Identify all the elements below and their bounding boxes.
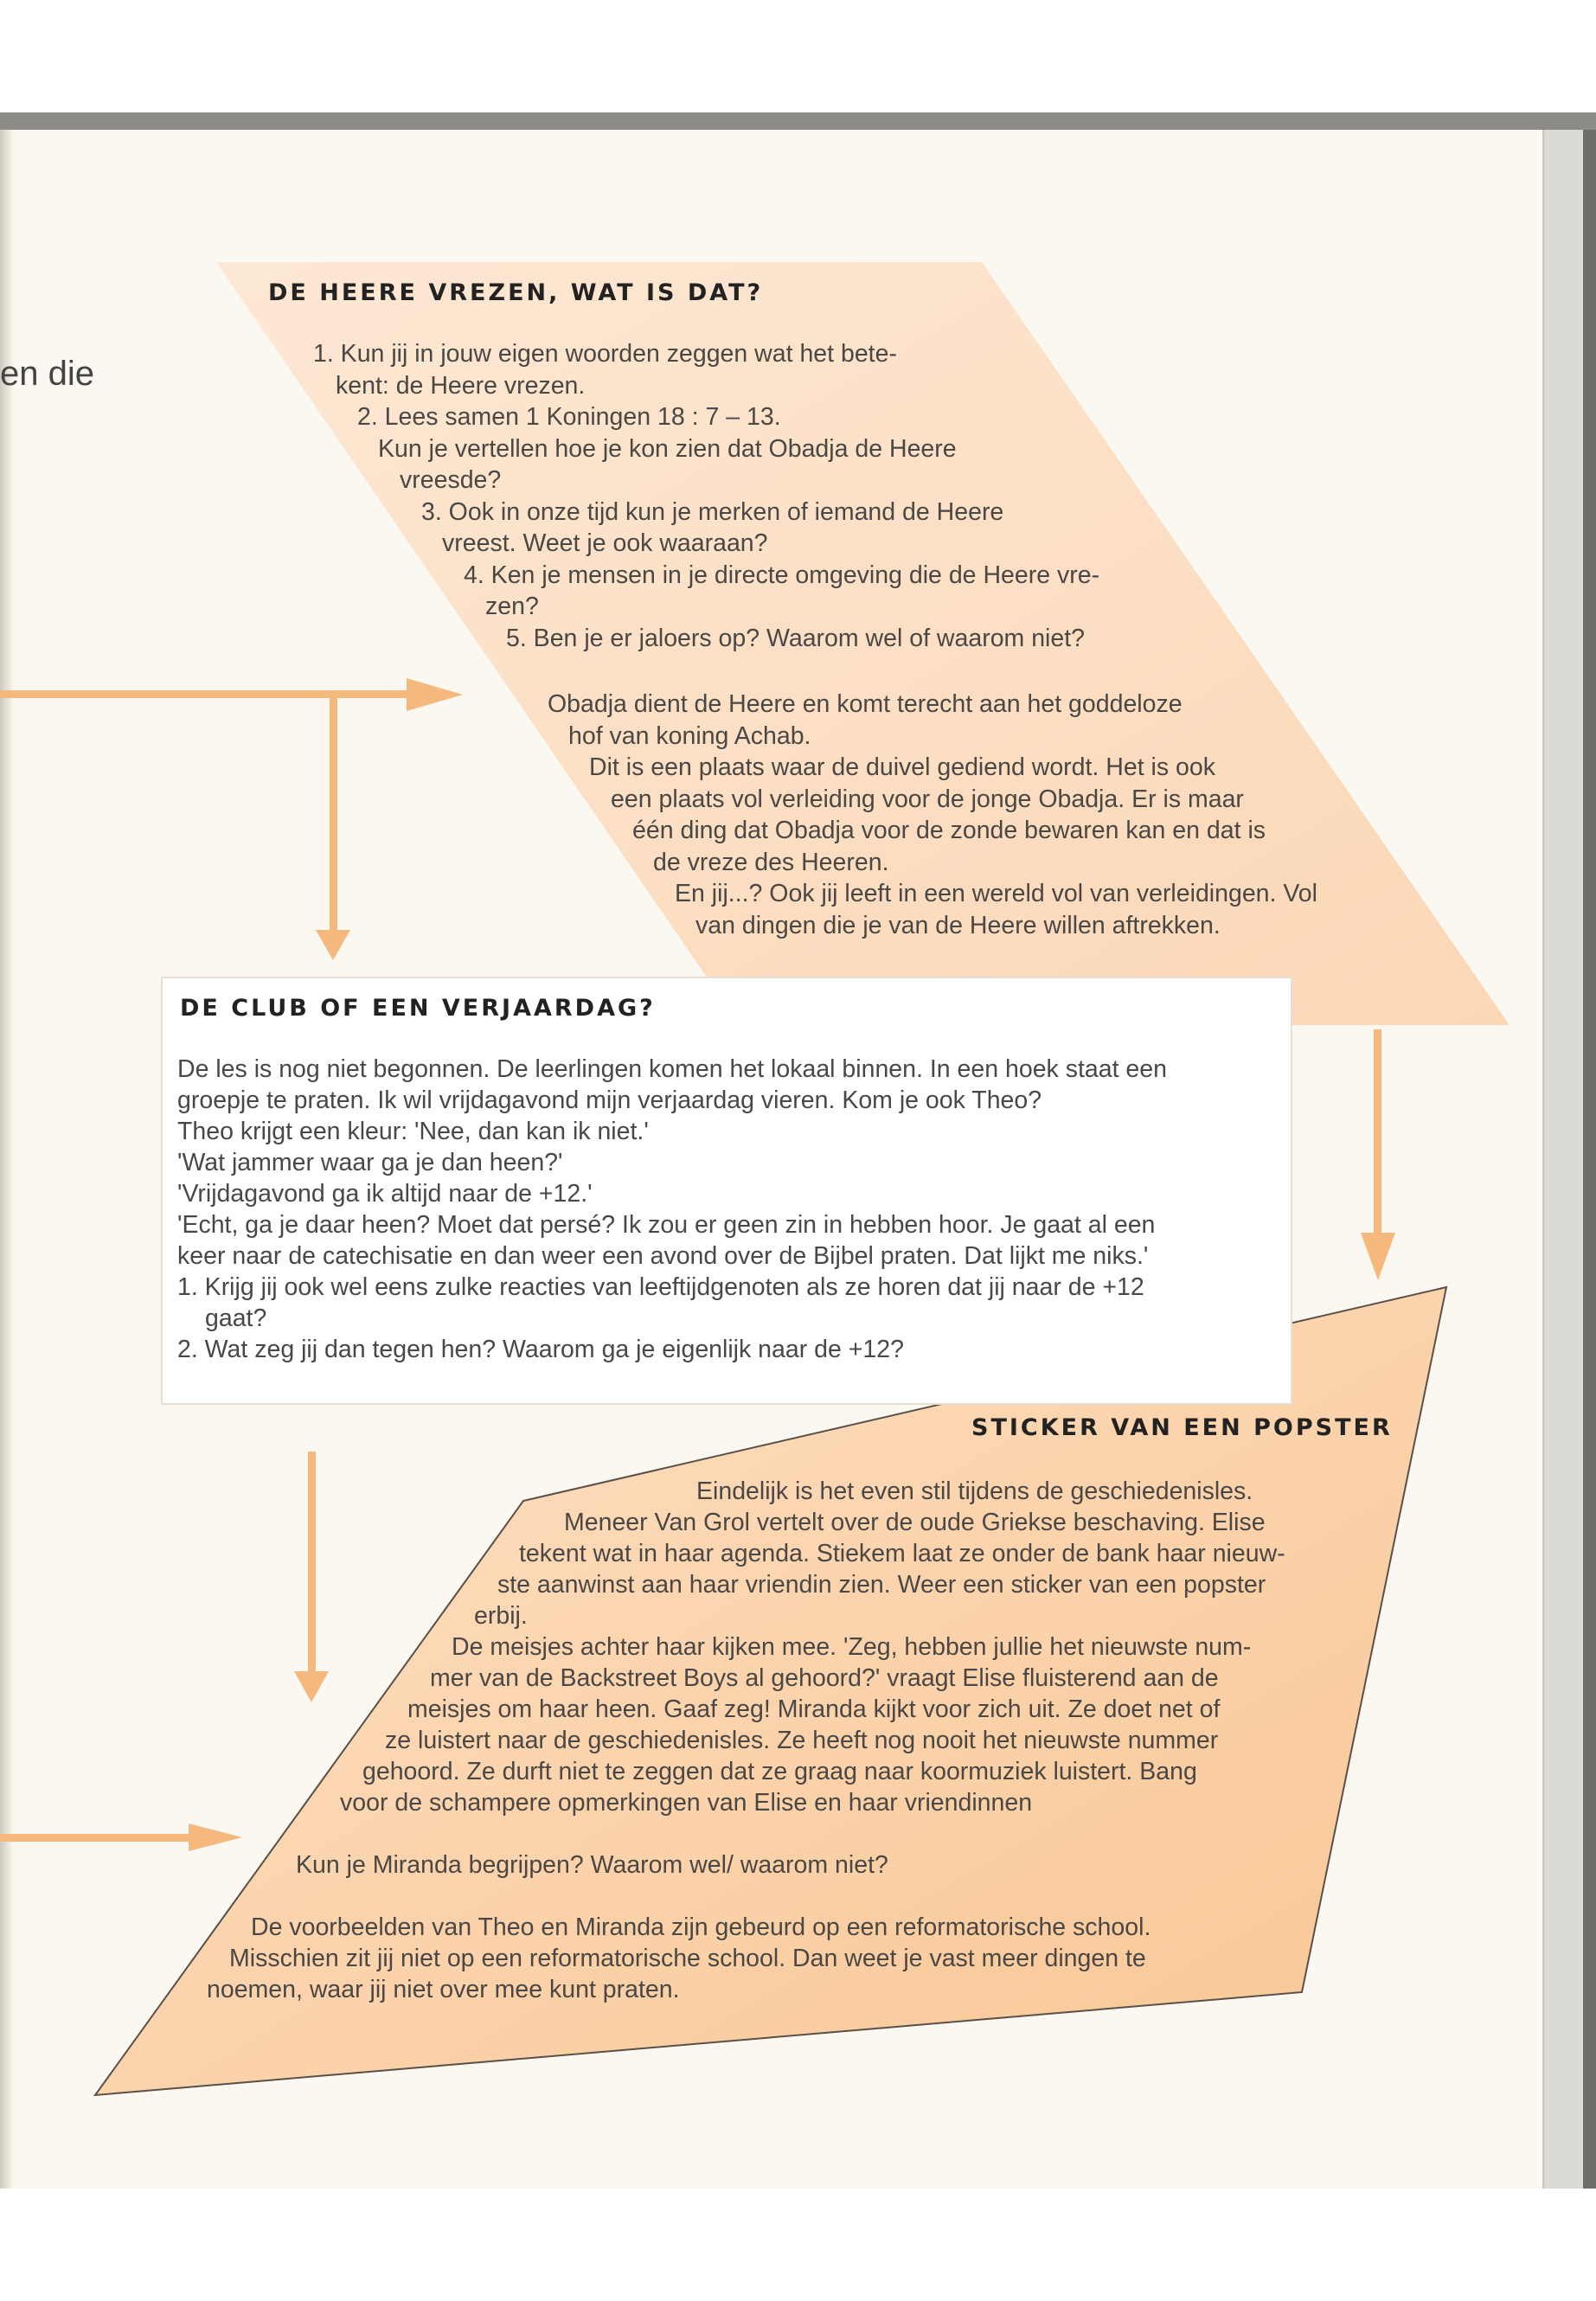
section3-line: ze luistert naar de geschiedenisles. Ze heeft nog nooit het nieuwste nummer	[385, 1727, 1219, 1754]
arrow-right-top	[0, 678, 463, 711]
section3-line: gehoord. Ze durft niet te zeggen dat ze graag naar koormuziek luistert. Bang	[362, 1758, 1197, 1785]
section1-line: 2. Lees samen 1 Koningen 18 : 7 – 13.	[357, 403, 781, 431]
section3-line: noemen, waar jij niet over mee kunt praten.	[207, 1976, 680, 2003]
section1-line: Kun je vertellen hoe je kon zien dat Obadja de Heere	[378, 435, 957, 463]
section1-line: vreest. Weet je ook waaraan?	[442, 529, 768, 557]
arrow-down-left-bottom	[294, 1452, 329, 1702]
section2-heading: DE CLUB OF EEN VERJAARDAG?	[180, 995, 656, 1022]
section3-line: Kun je Miranda begrijpen? Waarom wel/ waarom niet?	[296, 1851, 888, 1879]
section1-line: En jij...? Ook jij leeft in een wereld vol van verleidingen. Vol	[675, 880, 1317, 907]
section2-line: 'Wat jammer waar ga je dan heen?'	[177, 1149, 563, 1176]
section2-line: 2. Wat zeg jij dan tegen hen? Waarom ga je eigenlijk naar de +12?	[177, 1336, 904, 1363]
section3-line: erbij.	[474, 1602, 528, 1630]
section2-line: 'Vrijdagavond ga ik altijd naar de +12.'	[177, 1180, 593, 1208]
section3-line: De meisjes achter haar kijken mee. 'Zeg, hebben jullie het nieuwste num-	[452, 1633, 1252, 1661]
arrow-right-bottom	[0, 1823, 242, 1851]
cropped-left-text: en die	[0, 355, 94, 393]
section1-line: 3. Ook in onze tijd kun je merken of iemand de Heere	[421, 498, 1004, 526]
section2-line: groepje te praten. Ik wil vrijdagavond mijn verjaardag vieren. Kom je ook Theo?	[177, 1086, 1042, 1114]
section2-line: Theo krijgt een kleur: 'Nee, dan kan ik niet.'	[177, 1118, 649, 1145]
section1-line: Obadja dient de Heere en komt terecht aan het goddeloze	[548, 690, 1183, 718]
section2-line: keer naar de catechisatie en dan weer een avond over de Bijbel praten. Dat lijkt me niks.'	[177, 1242, 1149, 1270]
section2-line: 'Echt, ga je daar heen? Moet dat persé? Ik zou er geen zin in hebben hoor. Je gaat al een	[177, 1211, 1156, 1239]
section3-line: mer van de Backstreet Boys al gehoord?' vraagt Elise fluisterend aan de	[430, 1664, 1219, 1692]
section3-line: De voorbeelden van Theo en Miranda zijn gebeurd op een reformatorische school.	[251, 1913, 1151, 1941]
section2-line: gaat?	[205, 1304, 267, 1332]
section3-line: Misschien zit jij niet op een reformatorische school. Dan weet je vast meer dingen te	[229, 1945, 1146, 1972]
section1-line: hof van koning Achab.	[568, 722, 811, 750]
section1-line: 4. Ken je mensen in je directe omgeving die de Heere vre-	[464, 561, 1100, 589]
section3-line: tekent wat in haar agenda. Stiekem laat ze onder de bank haar nieuw-	[519, 1540, 1285, 1567]
section3-line: Eindelijk is het even stil tijdens de geschiedenisles.	[696, 1477, 1253, 1505]
section2-line: De les is nog niet begonnen. De leerlingen komen het lokaal binnen. In een hoek staat een	[177, 1055, 1167, 1083]
section3-line: Meneer Van Grol vertelt over de oude Griekse beschaving. Elise	[564, 1509, 1266, 1536]
arrow-down-left-top	[316, 695, 350, 960]
section3-line: meisjes om haar heen. Gaaf zeg! Miranda kijkt voor zich uit. Ze doet net of	[407, 1695, 1221, 1723]
section3-heading: STICKER VAN EEN POPSTER	[971, 1414, 1393, 1441]
arrow-down-right	[1361, 1029, 1395, 1280]
section1-line: vreesde?	[400, 466, 502, 494]
section1-line: zen?	[485, 593, 539, 620]
section2-line: 1. Krijg jij ook wel eens zulke reacties van leeftijdgenoten als ze horen dat jij naar de +12	[177, 1273, 1144, 1301]
section1-heading: DE HEERE VREZEN, WAT IS DAT?	[268, 279, 764, 306]
section1-line: Dit is een plaats waar de duivel gediend wordt. Het is ook	[589, 753, 1215, 781]
section3-line: voor de schampere opmerkingen van Elise en haar vriendinnen	[340, 1789, 1033, 1817]
section1-line: kent: de Heere vrezen.	[336, 372, 586, 400]
section1-line: een plaats vol verleiding voor de jonge Obadja. Er is maar	[611, 785, 1244, 813]
section1-line: 5. Ben je er jaloers op? Waarom wel of waarom niet?	[506, 625, 1086, 652]
section3-line: ste aanwinst aan haar vriendin zien. Weer een sticker van een popster	[497, 1571, 1266, 1599]
section1-line: van dingen die je van de Heere willen aftrekken.	[695, 912, 1221, 939]
section1-line: 1. Kun jij in jouw eigen woorden zeggen wat het bete-	[313, 340, 897, 368]
section1-line: één ding dat Obadja voor de zonde bewaren kan en dat is	[632, 817, 1266, 844]
section1-line: de vreze des Heeren.	[653, 849, 889, 876]
